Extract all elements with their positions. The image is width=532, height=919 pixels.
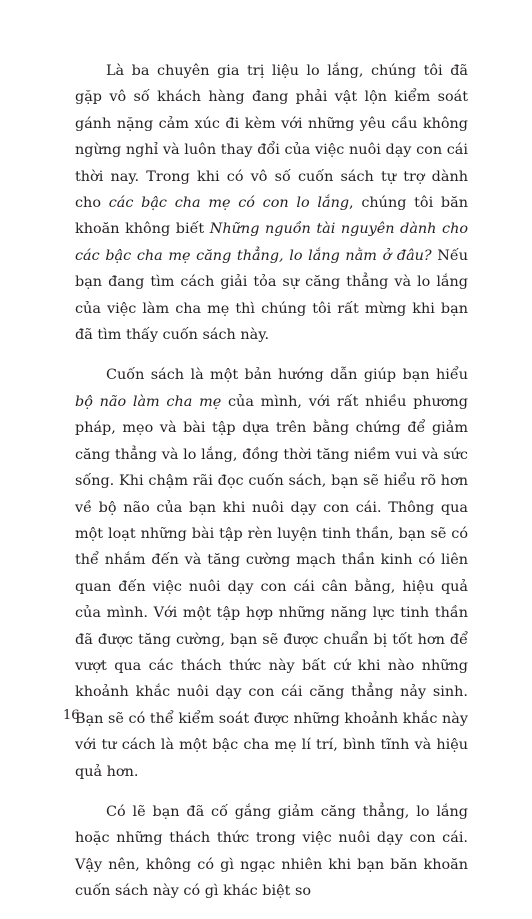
paragraph-1 — [75, 58, 468, 348]
page-number: 16 — [63, 708, 80, 723]
paragraph-1-text-3: Nếu bạn đang tìm cách giải tỏa sự căng thẳng và lo lắng của việc làm cha mẹ thì chúng tôi rất mừng khi bạn đã tìm thấy cuốn sách này. — [75, 247, 468, 344]
paragraph-1-text-1: Là ba chuyên gia trị liệu lo lắng, chúng tôi đã gặp vô số khách hàng đang phải vật lộn kiểm soát gánh nặng cảm xúc đi kèm với những yêu cầu không ngừng nghỉ và luôn thay đổi của việc nuôi dạy con cái thời nay. Trong khi có vô số cuốn sách tự trợ dành cho — [75, 63, 468, 212]
paragraph-1-italic-1: các bậc cha mẹ có con lo lắng — [108, 195, 350, 212]
paragraph-1-italic-2: Những nguồn tài nguyên dành cho các bậc cha mẹ căng thẳng, lo lắng nằm ở đâu? — [75, 221, 469, 264]
paragraph-3 — [75, 799, 468, 905]
paragraph-2-text-2: của mình, với rất nhiều phương pháp, mẹo và bài tập dựa trên bằng chứng để giảm căng thẳng và lo lắng, đồng thời tăng niềm vui và sức sống. Khi chậm rãi đọc cuốn sách, bạn sẽ hiểu rõ hơn về bộ não của bạn khi nuôi dạy con cái. Thông qua một loạt những bài tập rèn luyện tinh thần, bạn sẽ có thể nhắm đến và tăng cường mạch thần kinh có liên quan đến việc nuôi dạy con cái cân bằng, hiệu quả của mình. Với một tập hợp những năng lực tinh thần đã được tăng cường, bạn sẽ được chuẩn bị tốt hơn để vượt qua các thách thức này bất cứ khi nào những khoảnh khắc nuôi dạy con cái căng thẳng nảy sinh. Bạn sẽ có thể kiểm soát được những khoảnh khắc này với tư cách là một bậc cha mẹ lí trí, bình tĩnh và hiệu quả hơn. — [75, 393, 468, 780]
paragraph-2-text-1: Cuốn sách là một bản hướng dẫn giúp bạn hiểu — [106, 367, 468, 384]
paragraph-1-text-2: , chúng tôi băn khoăn không biết — [75, 195, 468, 238]
body-text — [75, 58, 468, 919]
paragraph-3-text-1: Có lẽ bạn đã cố gắng giảm căng thẳng, lo lắng hoặc những thách thức trong việc nuôi dạy con cái. Vậy nên, không có gì ngạc nhiên khi bạn băn khoăn cuốn sách này có gì khác biệt so — [75, 803, 468, 900]
paragraph-2 — [75, 362, 468, 785]
paragraph-2-italic-1: bộ não làm cha mẹ — [75, 393, 222, 410]
